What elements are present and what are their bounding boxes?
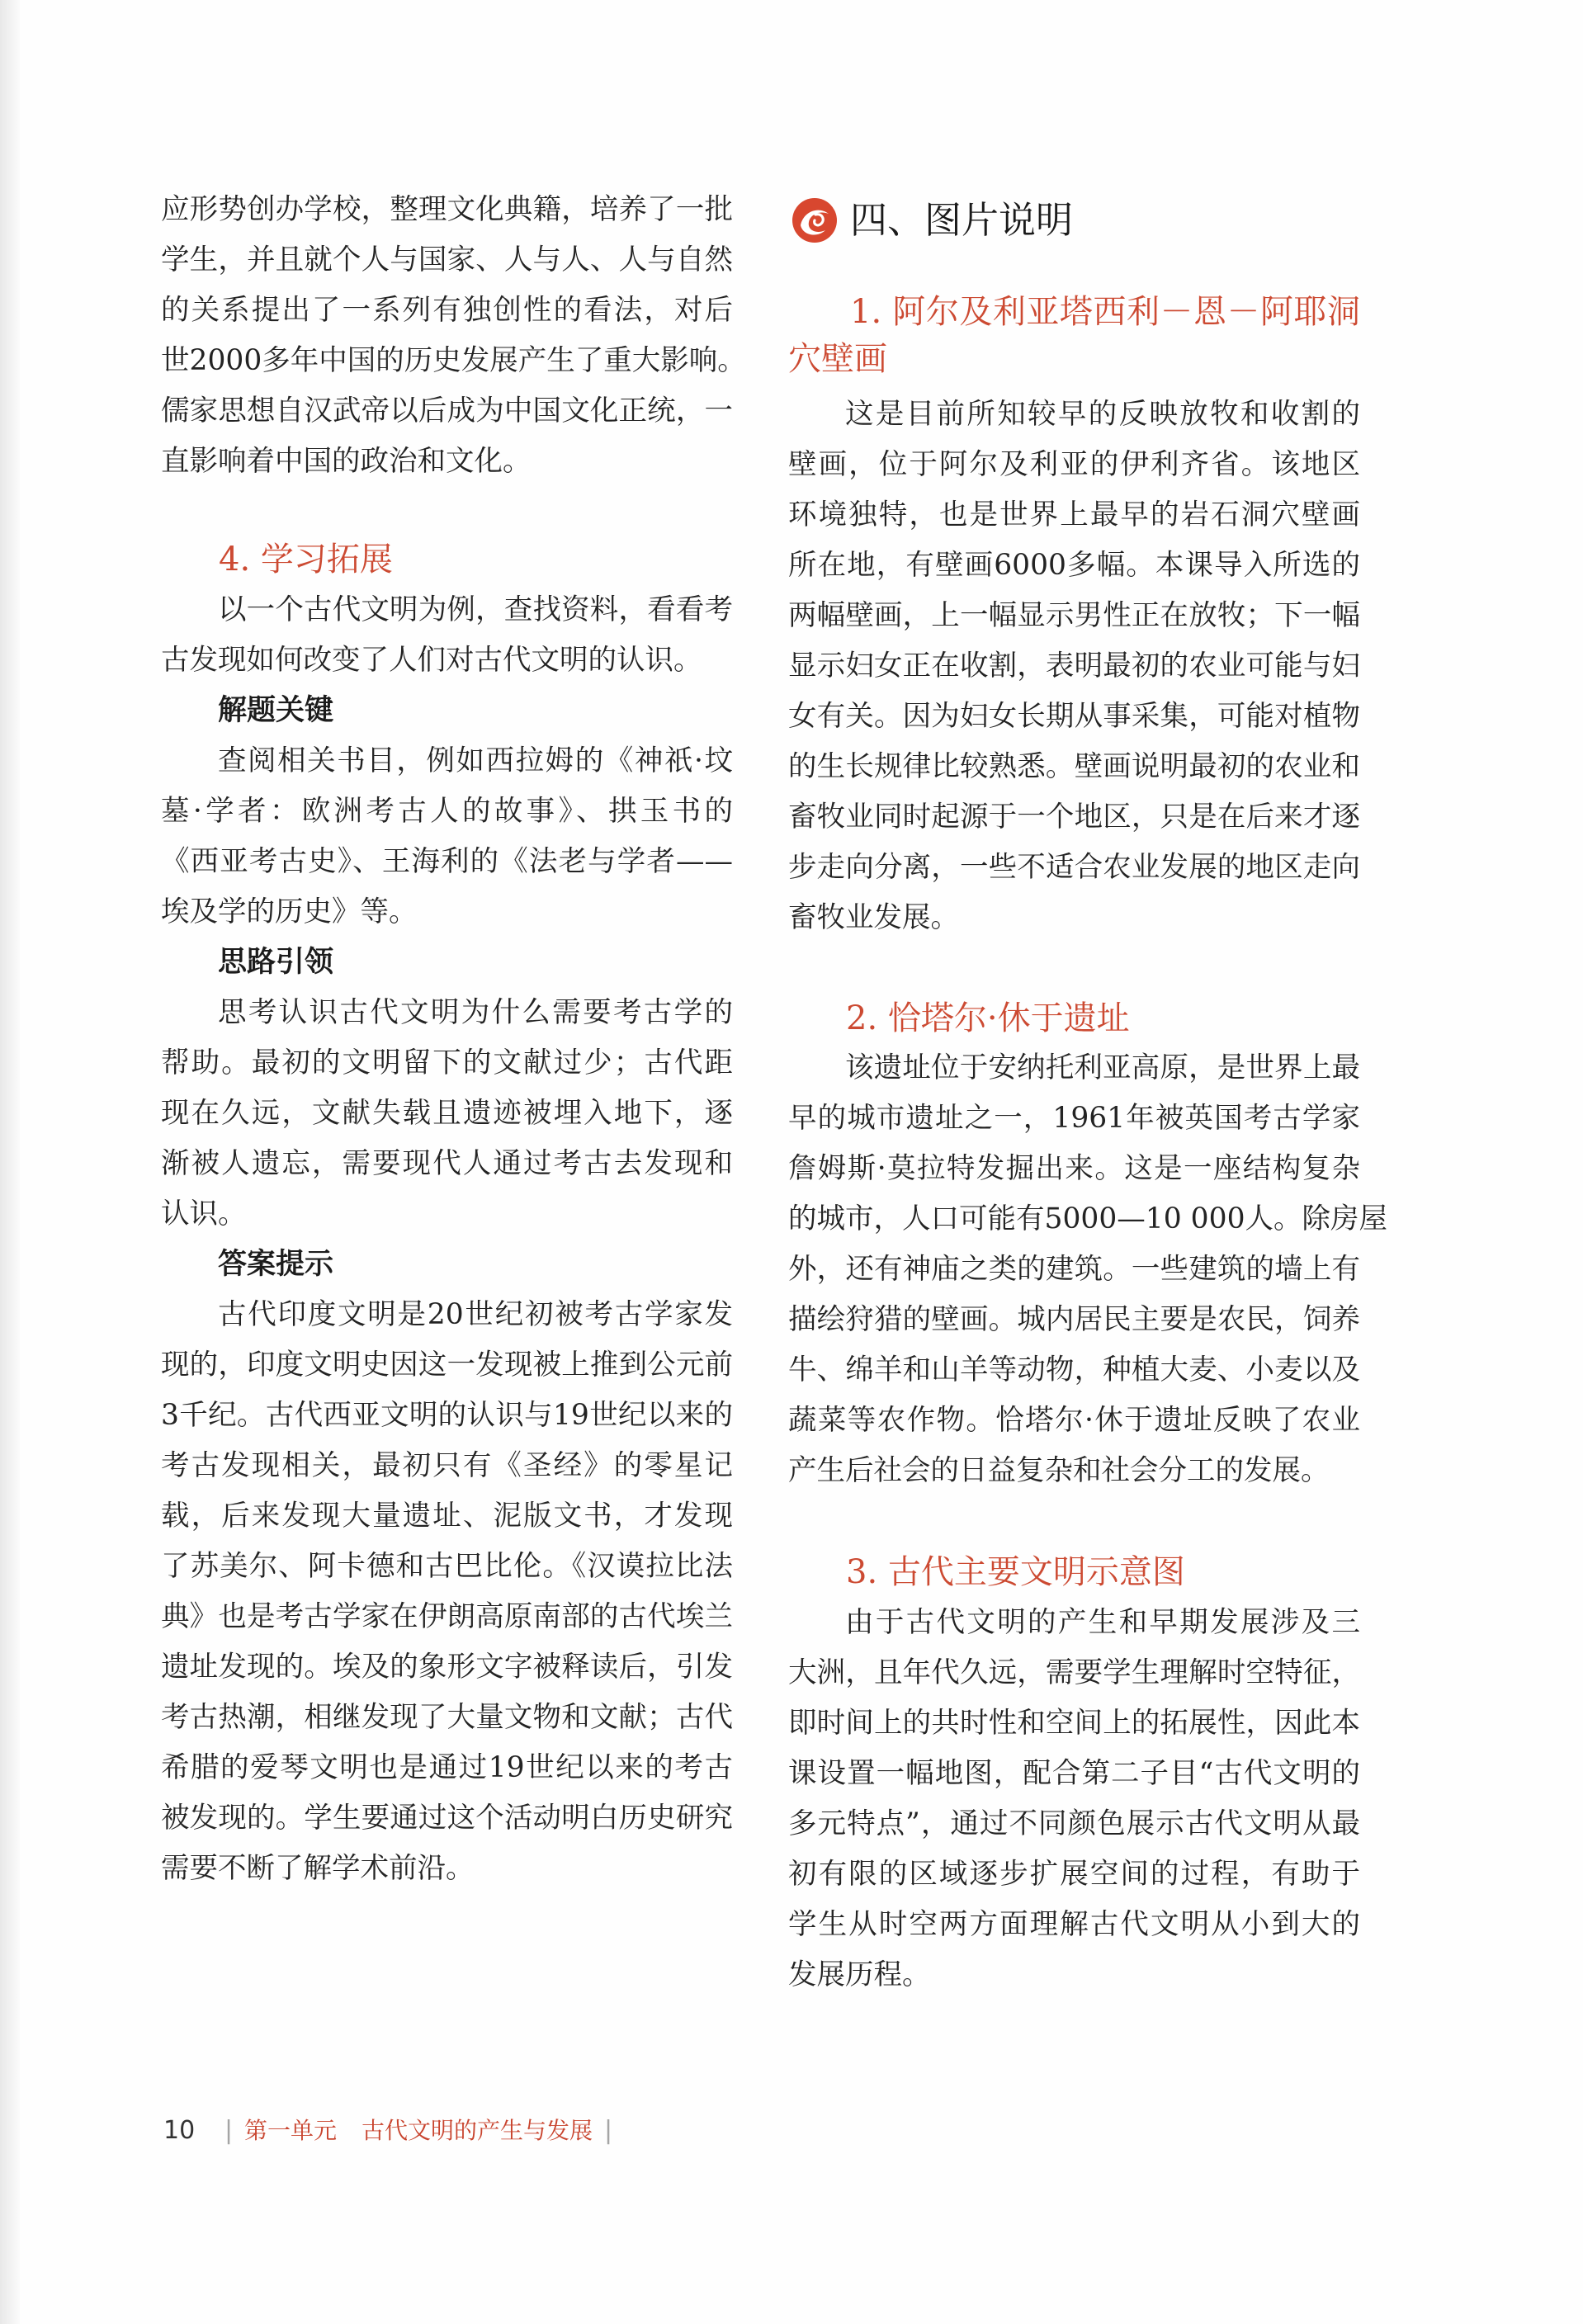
intro-text-line: 应形势创办学校，整理文化典籍，培养了一批 xyxy=(161,193,733,226)
answer-text-line: 古代印度文明是20世纪初被考古学家发 xyxy=(218,1298,733,1331)
item-2-text-line: 蔬菜等农作物。恰塔尔·休于遗址反映了农业 xyxy=(788,1404,1360,1437)
item-1-text-line: 两幅壁画，上一幅显示男性正在放牧；下一幅 xyxy=(788,599,1360,632)
page-footer xyxy=(0,2113,1583,2149)
item-heading-3-wrap xyxy=(788,1547,1360,1598)
item-2-paragraph xyxy=(788,1043,1388,1496)
item-1-text-line: 显示妇女正在收割，表明最初的农业可能与妇 xyxy=(788,649,1360,683)
intro-text-line: 学生，并且就个人与国家、人与人、人与自然 xyxy=(161,243,733,276)
left-column xyxy=(161,0,746,2063)
item-1-text-line: 畜牧业发展。 xyxy=(788,901,959,934)
item-2-text-line: 外，还有神庙之类的建筑。一些建筑的墙上有 xyxy=(788,1253,1360,1286)
item-2-text-line: 该遗址位于安纳托利亚高原，是世界上最 xyxy=(845,1051,1360,1084)
item-heading-1-line: 1. 阿尔及利亚塔西利－恩－阿耶洞 xyxy=(850,293,1360,331)
page-number: 10 xyxy=(163,2116,196,2145)
item-1-paragraph xyxy=(788,390,1360,943)
section-header-image-notes xyxy=(788,195,1360,244)
item-1-text-line: 步走向分离，一些不适合农业发展的地区走向 xyxy=(788,851,1360,884)
section-title: 四、图片说明 xyxy=(850,198,1074,242)
answer-paragraph xyxy=(161,1290,733,1894)
label-guidance: 思路引领 xyxy=(218,946,334,979)
answer-text-line: 考古发现相关，最初只有《圣经》的零星记 xyxy=(161,1449,733,1482)
item-2-text-line: 早的城市遗址之一，1961年被英国考古学家 xyxy=(788,1102,1360,1135)
item-1-text-line: 壁画，位于阿尔及利亚的伊利齐省。该地区 xyxy=(788,448,1360,481)
key-points-paragraph xyxy=(161,736,733,938)
key-points-text-line: 墓·学者：欧洲考古人的故事》、拱玉书的 xyxy=(161,795,733,828)
answer-text-line: 现的，印度文明史因这一发现被上推到公元前 xyxy=(161,1349,733,1382)
item-2-text-line: 描绘狩猎的壁画。城内居民主要是农民，饲养 xyxy=(788,1303,1360,1336)
item-2-text-line: 产生后社会的日益复杂和社会分工的发展。 xyxy=(788,1454,1330,1487)
item-heading-1-line: 穴壁画 xyxy=(788,340,887,378)
item-1-text-line: 畜牧业同时起源于一个地区，只是在后来才逐 xyxy=(788,801,1360,834)
section-study-extension xyxy=(161,535,733,1894)
swirl-icon xyxy=(791,196,839,244)
item-3-text-line: 学生从时空两方面理解古代文明从小到大的 xyxy=(788,1908,1360,1941)
right-column xyxy=(788,0,1388,2063)
key-points-text-line: 《西亚考古史》、王海利的《法老与学者—— xyxy=(161,845,733,878)
footer-unit-title: 古代文明的产生与发展 xyxy=(361,2117,593,2144)
item-heading-2: 2. 恰塔尔·休于遗址 xyxy=(846,999,1130,1037)
item-3-text-line: 初有限的区域逐步扩展空间的过程，有助于 xyxy=(788,1858,1360,1891)
item-2-text-line: 詹姆斯·莫拉特发掘出来。这是一座结构复杂 xyxy=(788,1152,1360,1185)
footer-separator: | xyxy=(224,2116,234,2145)
item-3-text-line: 多元特点”，通过不同颜色展示古代文明从最 xyxy=(788,1807,1360,1840)
footer-separator: | xyxy=(604,2116,613,2145)
item-3-text-line: 课设置一幅地图，配合第二子目“古代文明的 xyxy=(788,1757,1360,1790)
item-3-paragraph xyxy=(788,1598,1360,2000)
guidance-text-line: 渐被人遗忘，需要现代人通过考古去发现和 xyxy=(161,1147,733,1180)
answer-text-line: 载，后来发现大量遗址、泥版文书，才发现 xyxy=(161,1500,733,1533)
prompt-text-line: 以一个古代文明为例，查找资料，看看考 xyxy=(218,593,733,626)
key-points-text-line: 查阅相关书目，例如西拉姆的《神祇·坟 xyxy=(218,744,733,777)
guidance-paragraph xyxy=(161,988,733,1240)
item-3-text-line: 由于古代文明的产生和早期发展涉及三 xyxy=(845,1606,1360,1639)
item-2-text-line: 牛、绵羊和山羊等动物，种植大麦、小麦以及 xyxy=(788,1353,1360,1386)
item-heading-1 xyxy=(788,289,1360,383)
footer-unit: 第一单元 xyxy=(244,2117,338,2144)
guidance-text-line: 思考认识古代文明为什么需要考古学的 xyxy=(218,996,733,1029)
intro-text-line: 儒家思想自汉武帝以后成为中国文化正统，一 xyxy=(161,394,733,427)
item-1-text-line: 环境独特，也是世界上最早的岩石洞穴壁画 xyxy=(788,498,1360,531)
key-points-text-line: 埃及学的历史》等。 xyxy=(161,895,418,928)
page-edge-shadow xyxy=(0,0,20,2324)
answer-text-line: 希腊的爱琴文明也是通过19世纪以来的考古 xyxy=(161,1751,733,1784)
item-heading-2-wrap xyxy=(788,994,1360,1044)
answer-text-line: 典》也是考古学家在伊朗高原南部的古代埃兰 xyxy=(161,1600,733,1633)
item-2-text-line: 的城市，人口可能有5000—10 000人。除房屋 xyxy=(788,1202,1388,1235)
guidance-text-line: 现在久远，文献失载且遗迹被埋入地下，逐 xyxy=(161,1097,733,1130)
intro-paragraph xyxy=(161,185,746,487)
label-answer-hints: 答案提示 xyxy=(218,1248,334,1281)
item-3-text-line: 发展历程。 xyxy=(788,1958,931,1991)
guidance-text-line: 帮助。最初的文明留下的文献过少；古代距 xyxy=(161,1046,733,1079)
item-1-text-line: 这是目前所知较早的反映放牧和收割的 xyxy=(845,398,1360,431)
answer-text-line: 被发现的。学生要通过这个活动明白历史研究 xyxy=(161,1802,733,1835)
item-heading-3: 3. 古代主要文明示意图 xyxy=(846,1553,1185,1591)
item-1-text-line: 所在地，有壁画6000多幅。本课导入所选的 xyxy=(788,549,1360,582)
item-3-text-line: 大洲，且年代久远，需要学生理解时空特征， xyxy=(788,1656,1360,1689)
intro-text-line: 直影响着中国的政治和文化。 xyxy=(161,445,532,478)
label-key-points: 解题关键 xyxy=(218,694,334,727)
answer-text-line: 考古热潮，相继发现了大量文物和文献；古代 xyxy=(161,1701,733,1734)
answer-text-line: 了苏美尔、阿卡德和古巴比伦。《汉谟拉比法 xyxy=(161,1550,733,1583)
intro-text-line: 的关系提出了一系列有独创性的看法，对后 xyxy=(161,294,733,327)
prompt-text-line: 古发现如何改变了人们对古代文明的认识。 xyxy=(161,644,702,677)
guidance-text-line: 认识。 xyxy=(161,1197,247,1230)
answer-text-line: 遗址发现的。埃及的象形文字被释读后，引发 xyxy=(161,1651,733,1684)
section-heading-study-extension: 4. 学习拓展 xyxy=(219,541,393,579)
item-3-text-line: 即时间上的共时性和空间上的拓展性，因此本 xyxy=(788,1707,1360,1740)
answer-text-line: 需要不断了解学术前沿。 xyxy=(161,1852,475,1885)
item-1-text-line: 女有关。因为妇女长期从事采集，可能对植物 xyxy=(788,700,1360,733)
item-1-text-line: 的生长规律比较熟悉。壁画说明最初的农业和 xyxy=(788,750,1360,783)
answer-text-line: 3千纪。古代西亚文明的认识与19世纪以来的 xyxy=(161,1399,733,1432)
prompt-paragraph xyxy=(161,585,733,686)
intro-text-line: 世2000多年中国的历史发展产生了重大影响。 xyxy=(161,344,746,377)
